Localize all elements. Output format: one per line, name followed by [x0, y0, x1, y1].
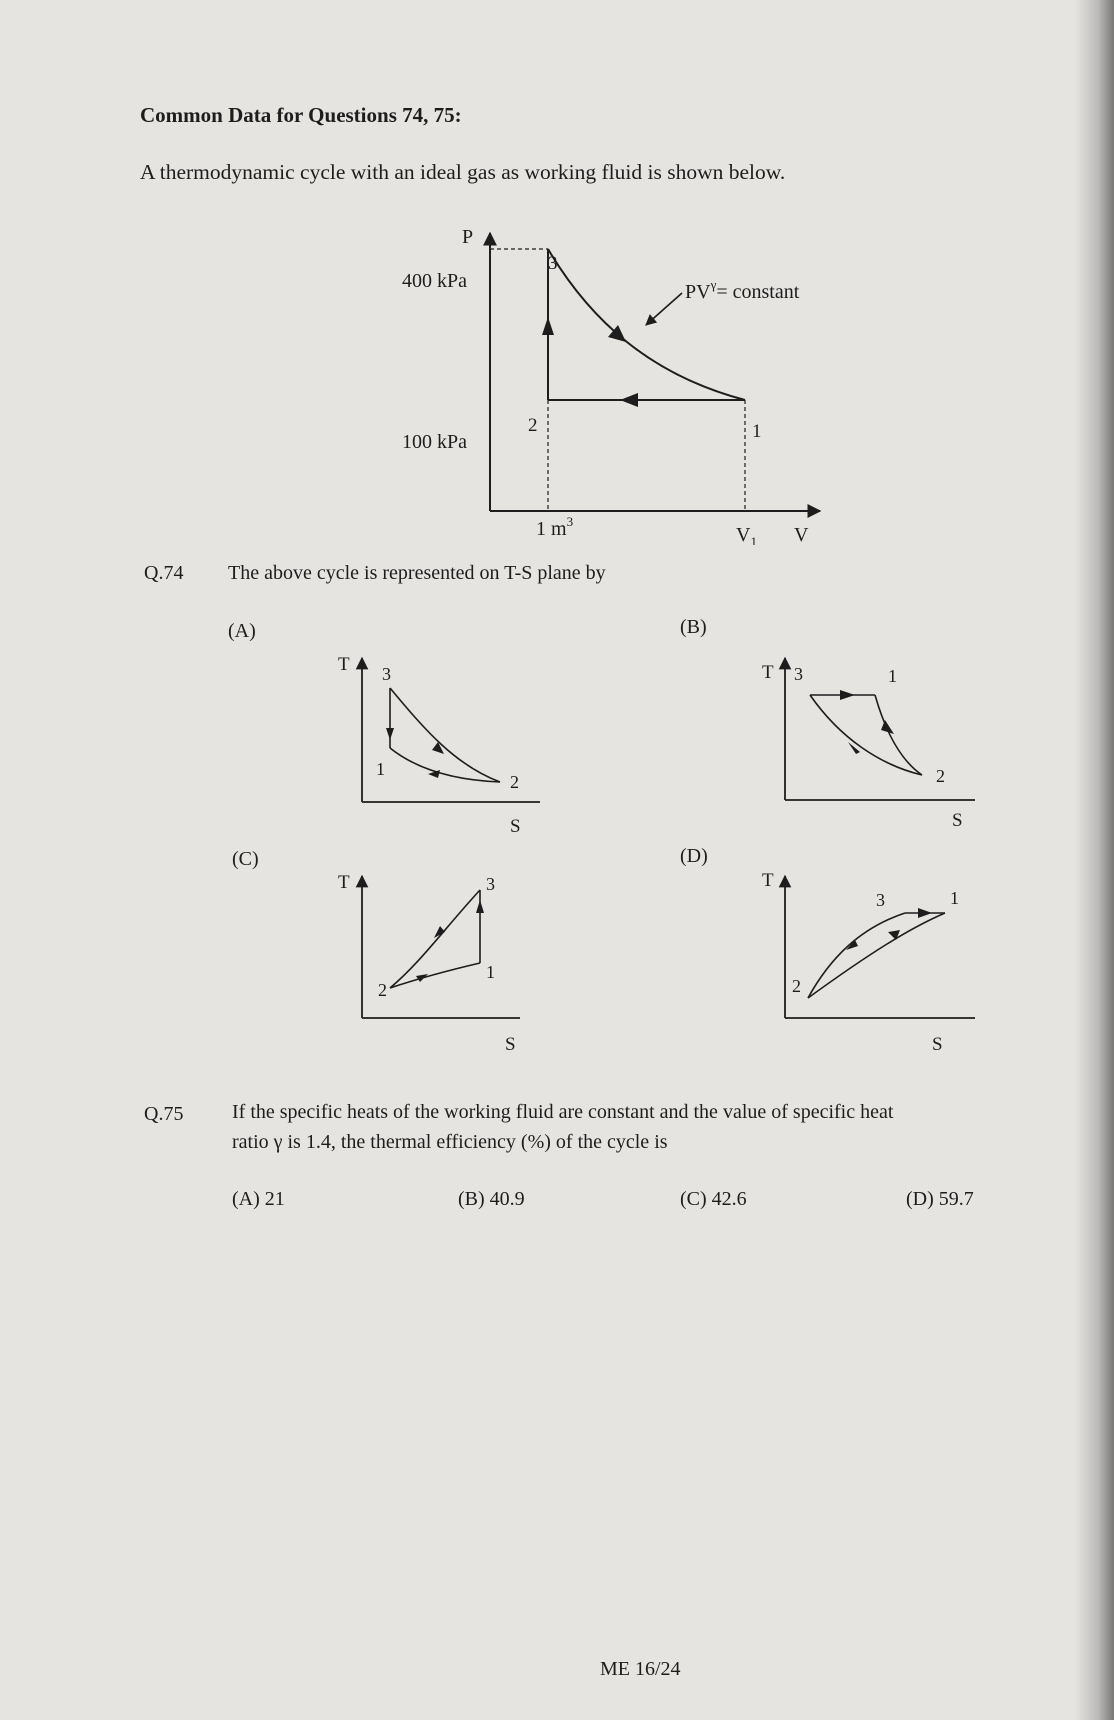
point-3-label: 3 [548, 253, 558, 274]
q75-answer-c[interactable]: (C) 42.6 [680, 1188, 747, 1210]
v2-tick-label: $V_1$ [736, 524, 757, 545]
t-axis-label: T [338, 872, 350, 893]
pointer-line [646, 293, 682, 325]
page-number: ME 16/24 [600, 1658, 681, 1680]
pv-diagram [390, 225, 840, 545]
ts-diagram-c [330, 868, 530, 1058]
s-axis-label: S [932, 1034, 943, 1055]
process-exp: γ [710, 277, 717, 292]
q74-option-b-label[interactable]: (B) [680, 616, 707, 638]
q74-option-a-label[interactable]: (A) [228, 620, 256, 642]
q75-line2: ratio γ is 1.4, the thermal efficiency (%) of the cycle is [232, 1131, 668, 1153]
common-data-heading: Common Data for Questions 74, 75: [140, 103, 462, 127]
s-axis-label: S [952, 810, 963, 831]
process-2-3 [810, 695, 922, 775]
q74-text: The above cycle is represented on T-S plane by [228, 562, 606, 584]
v-axis-label: V [794, 524, 809, 545]
page-edge-shadow [1075, 0, 1114, 1720]
q74-option-c-label[interactable]: (C) [232, 848, 259, 870]
point-3-label: 3 [486, 874, 495, 894]
point-2-label: 2 [528, 415, 538, 436]
v2-tick-sub: 1 [750, 534, 757, 545]
q74-option-d-label[interactable]: (D) [680, 845, 708, 867]
ts-diagram-a [330, 650, 550, 840]
intro-text: A thermodynamic cycle with an ideal gas as working fluid is shown below. [140, 160, 786, 184]
p-low-label: 100 kPa [402, 431, 467, 453]
p-high-label: 400 kPa [402, 270, 467, 292]
q75-answer-b[interactable]: (B) 40.9 [458, 1188, 525, 1210]
arrow-2-3 [542, 317, 554, 335]
process-3-2 [390, 890, 480, 988]
q75-number: Q.75 [144, 1103, 184, 1125]
t-axis-label: T [762, 662, 774, 683]
t-axis-label: T [762, 870, 774, 891]
v1-tick-label: 1 $m^3$ [536, 514, 574, 540]
ts-diagram-d [760, 868, 980, 1058]
point-1-label: 1 [888, 666, 897, 686]
s-axis-label: S [510, 816, 521, 837]
ts-diagram-b [760, 650, 980, 840]
point-3-label: 3 [876, 890, 885, 910]
process-3-2 [390, 688, 500, 782]
point-1-label: 1 [950, 888, 959, 908]
point-2-label: 2 [510, 772, 519, 792]
p-axis-label: P [462, 226, 474, 248]
point-1-label: 1 [752, 421, 762, 442]
point-2-label: 2 [792, 976, 801, 996]
v1-tick-exp: 3 [566, 514, 574, 529]
q75-line1: If the specific heats of the working fluid are constant and the value of specific heat [232, 1101, 894, 1123]
process-2-3 [808, 913, 905, 998]
s-axis-label: S [505, 1034, 516, 1055]
point-3-label: 3 [382, 664, 391, 684]
q75-answer-d[interactable]: (D) 59.7 [906, 1188, 974, 1210]
arrow-1-2 [620, 393, 638, 407]
point-2-label: 2 [936, 766, 945, 786]
process-1-2 [875, 695, 922, 775]
q75-answer-a[interactable]: (A) 21 [232, 1188, 285, 1210]
t-axis-label: T [338, 654, 350, 675]
q74-number: Q.74 [144, 562, 184, 584]
process-2-1 [390, 748, 500, 782]
point-1-label: 1 [486, 962, 495, 982]
point-3-label: 3 [794, 664, 803, 684]
process-label: $PV^\gamma=$ constant [685, 277, 800, 303]
point-2-label: 2 [378, 980, 387, 1000]
point-1-label: 1 [376, 759, 385, 779]
